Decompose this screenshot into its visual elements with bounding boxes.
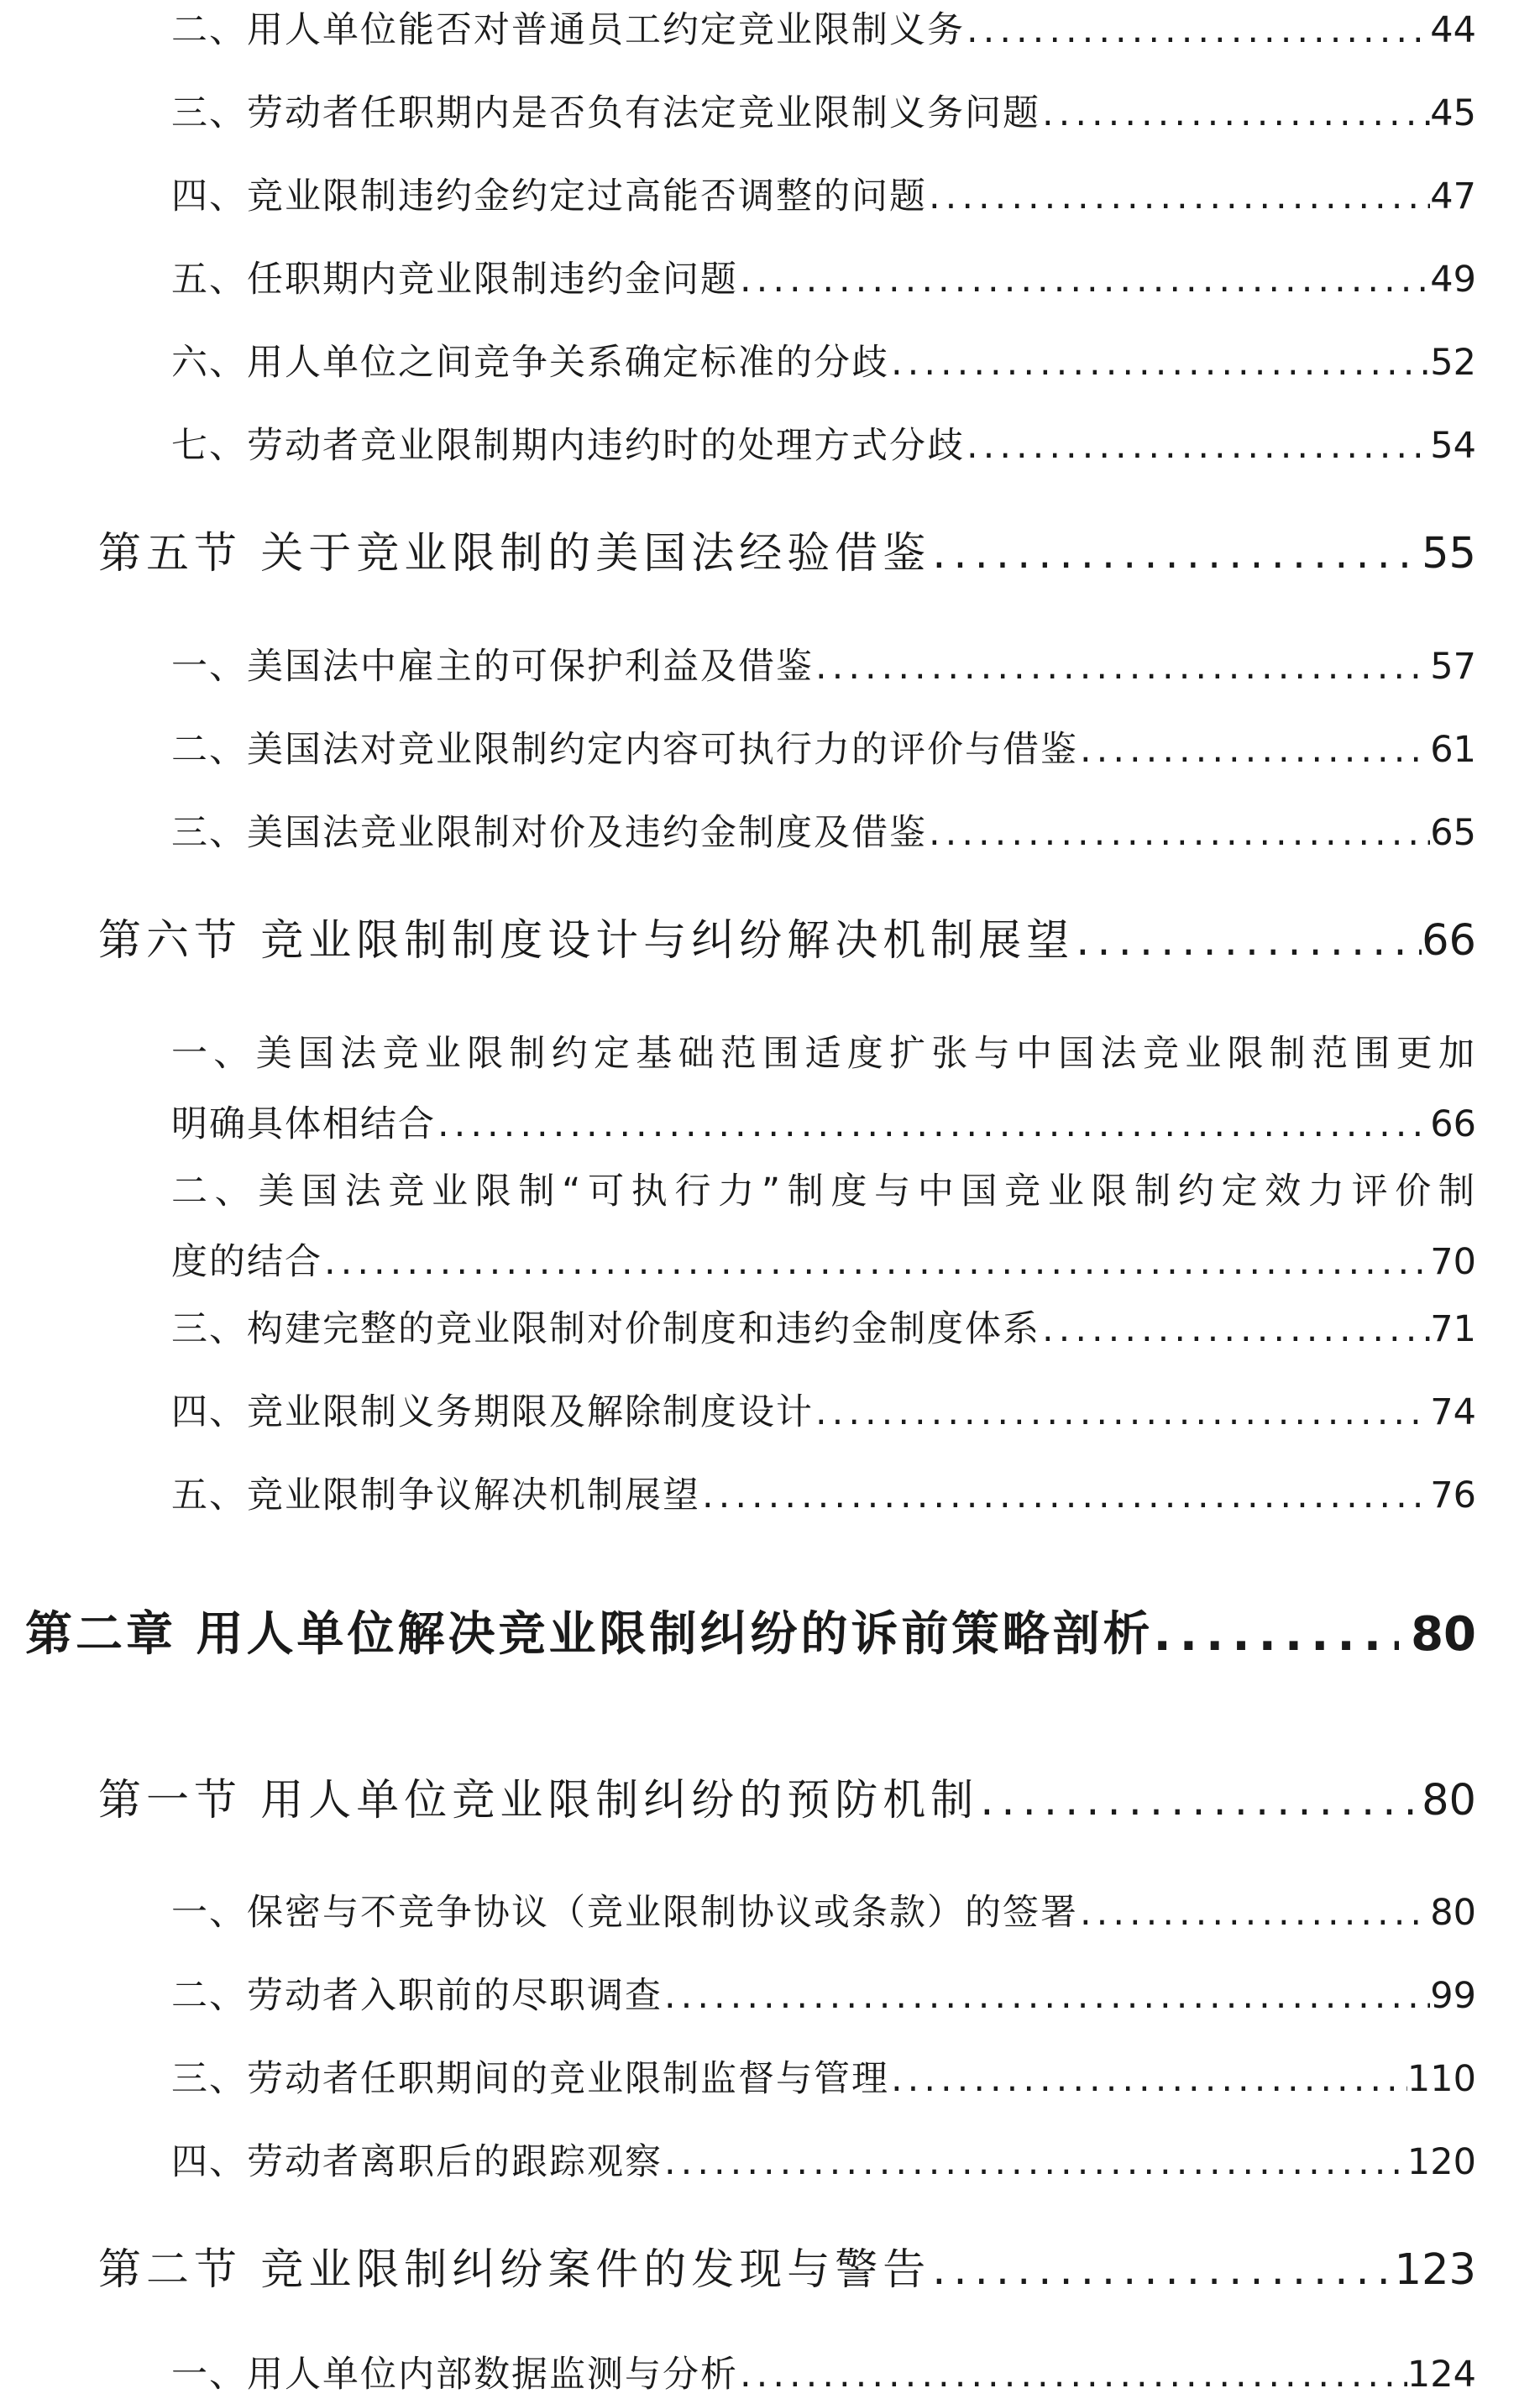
toc-entry-title: 三、构建完整的竞业限制对价制度和违约金制度体系	[171, 1308, 1040, 1350]
toc-entry-page: 55	[1422, 529, 1476, 579]
toc-entry[interactable]	[171, 2351, 1476, 2398]
toc-entry-page: 110	[1406, 2058, 1476, 2100]
leader-dots	[930, 2243, 1394, 2298]
toc-entry-title: 一、美国法竞业限制约定基础范围适度扩张与中国法竞业限制范围更加	[171, 1033, 1476, 1075]
toc-entry-title: 五、竞业限制争议解决机制展望	[171, 1474, 700, 1516]
leader-dots	[436, 1101, 1430, 1148]
leader-dots	[889, 339, 1430, 386]
leader-dots	[965, 422, 1430, 469]
toc-entry-title: 四、竞业限制义务期限及解除制度设计	[171, 1391, 814, 1433]
toc-entry-page: 61	[1430, 729, 1476, 771]
toc-entry-title: 第五节 关于竞业限制的美国法经验借鉴	[98, 529, 931, 579]
leader-dots	[1078, 1889, 1430, 1936]
toc-section-heading[interactable]	[98, 1773, 1476, 1829]
toc-entry-title: 五、任职期内竞业限制违约金问题	[171, 259, 738, 301]
toc-entry[interactable]	[171, 256, 1476, 303]
toc-entry-page: 57	[1430, 646, 1476, 688]
leader-dots	[1154, 1605, 1400, 1665]
toc-entry-title: 一、用人单位内部数据监测与分析	[171, 2354, 738, 2396]
toc-entry[interactable]	[171, 2139, 1476, 2186]
toc-section-heading[interactable]	[98, 2243, 1476, 2298]
toc-entry[interactable]	[171, 2056, 1476, 2103]
toc-entry[interactable]	[171, 90, 1476, 137]
leader-dots	[738, 256, 1430, 303]
toc-entry-title: 二、美国法对竞业限制约定内容可执行力的评价与借鉴	[171, 729, 1078, 771]
leader-dots	[322, 1239, 1430, 1286]
toc-entry[interactable]	[171, 1030, 1476, 1148]
toc-entry-page: 49	[1430, 259, 1476, 301]
leader-dots	[814, 643, 1430, 690]
toc-entry[interactable]	[171, 1306, 1476, 1353]
toc-entry-page: 44	[1430, 9, 1476, 51]
leader-dots	[930, 526, 1422, 582]
toc-entry-title: 三、美国法竞业限制对价及违约金制度及借鉴	[171, 812, 927, 854]
toc-entry[interactable]	[171, 7, 1476, 54]
toc-entry-title: 七、劳动者竞业限制期内违约时的处理方式分歧	[171, 425, 965, 467]
toc-entry-page: 124	[1406, 2354, 1476, 2396]
leader-dots	[663, 2139, 1407, 2186]
toc-entry-title: 二、劳动者入职前的尽职调查	[171, 1975, 663, 2017]
toc-entry[interactable]	[171, 643, 1476, 690]
toc-entry-title: 四、劳动者离职后的跟踪观察	[171, 2141, 663, 2183]
toc-entry-title: 第一节 用人单位竞业限制纠纷的预防机制	[98, 1776, 979, 1825]
toc-entry-page: 52	[1430, 342, 1476, 384]
toc-entry[interactable]	[171, 1168, 1476, 1286]
leader-dots	[1074, 914, 1422, 969]
leader-dots	[814, 1389, 1430, 1436]
toc-entry[interactable]	[171, 809, 1476, 856]
toc-entry-page: 70	[1430, 1241, 1476, 1283]
toc-entry-title-cont: 度的结合	[171, 1241, 322, 1283]
toc-entry-page: 66	[1430, 1103, 1476, 1145]
toc-entry[interactable]	[171, 1389, 1476, 1436]
toc-section-heading[interactable]	[98, 526, 1476, 582]
leader-dots	[1040, 90, 1430, 137]
leader-dots	[978, 1773, 1422, 1829]
toc-entry[interactable]	[171, 422, 1476, 469]
leader-dots	[738, 2351, 1407, 2398]
toc-entry-title-cont: 明确具体相结合	[171, 1103, 436, 1145]
leader-dots	[663, 1972, 1430, 2019]
toc-entry-title: 三、劳动者任职期内是否负有法定竞业限制义务问题	[171, 92, 1040, 134]
toc-entry-title: 第二章 用人单位解决竞业限制纠纷的诉前策略剖析	[25, 1607, 1154, 1662]
toc-entry-page: 54	[1430, 425, 1476, 467]
toc-entry[interactable]	[171, 1972, 1476, 2019]
leader-dots	[965, 7, 1430, 54]
toc-entry-title: 一、美国法中雇主的可保护利益及借鉴	[171, 646, 814, 688]
toc-entry-page: 65	[1430, 812, 1476, 854]
toc-entry-title: 四、竞业限制违约金约定过高能否调整的问题	[171, 175, 927, 217]
toc-section-heading[interactable]	[98, 914, 1476, 969]
toc-entry-page: 99	[1430, 1975, 1476, 2017]
toc-entry-page: 123	[1394, 2245, 1476, 2295]
toc-entry-title: 二、用人单位能否对普通员工约定竞业限制义务	[171, 9, 965, 51]
toc-entry-page: 71	[1430, 1308, 1476, 1350]
toc-entry-page: 66	[1422, 916, 1476, 966]
leader-dots	[1078, 726, 1430, 773]
toc-entry-page: 45	[1430, 92, 1476, 134]
toc-entry-title: 第六节 竞业限制制度设计与纠纷解决机制展望	[98, 916, 1075, 966]
toc-entry-title: 第二节 竞业限制纠纷案件的发现与警告	[98, 2245, 931, 2295]
toc-entry[interactable]	[171, 173, 1476, 220]
toc-entry-title: 二、美国法竞业限制“可执行力”制度与中国竞业限制约定效力评价制	[171, 1171, 1476, 1212]
leader-dots	[889, 2056, 1407, 2103]
toc-entry-page: 74	[1430, 1391, 1476, 1433]
toc-chapter-heading[interactable]	[25, 1605, 1476, 1665]
toc-entry[interactable]	[171, 1889, 1476, 1936]
toc-entry[interactable]	[171, 1472, 1476, 1519]
toc-entry-title: 一、保密与不竞争协议（竞业限制协议或条款）的签署	[171, 1892, 1078, 1934]
toc-entry-page: 80	[1411, 1607, 1476, 1662]
toc-entry-page: 47	[1430, 175, 1476, 217]
leader-dots	[927, 173, 1430, 220]
toc-entry-page: 80	[1422, 1776, 1476, 1825]
leader-dots	[700, 1472, 1430, 1519]
toc-entry-page: 80	[1430, 1892, 1476, 1934]
toc-entry-page: 76	[1430, 1474, 1476, 1516]
leader-dots	[1040, 1306, 1430, 1353]
toc-entry-page: 120	[1406, 2141, 1476, 2183]
toc-entry-title: 三、劳动者任职期间的竞业限制监督与管理	[171, 2058, 889, 2100]
toc-entry[interactable]	[171, 726, 1476, 773]
toc-entry[interactable]	[171, 339, 1476, 386]
leader-dots	[927, 809, 1430, 856]
toc-entry-title: 六、用人单位之间竞争关系确定标准的分歧	[171, 342, 889, 384]
